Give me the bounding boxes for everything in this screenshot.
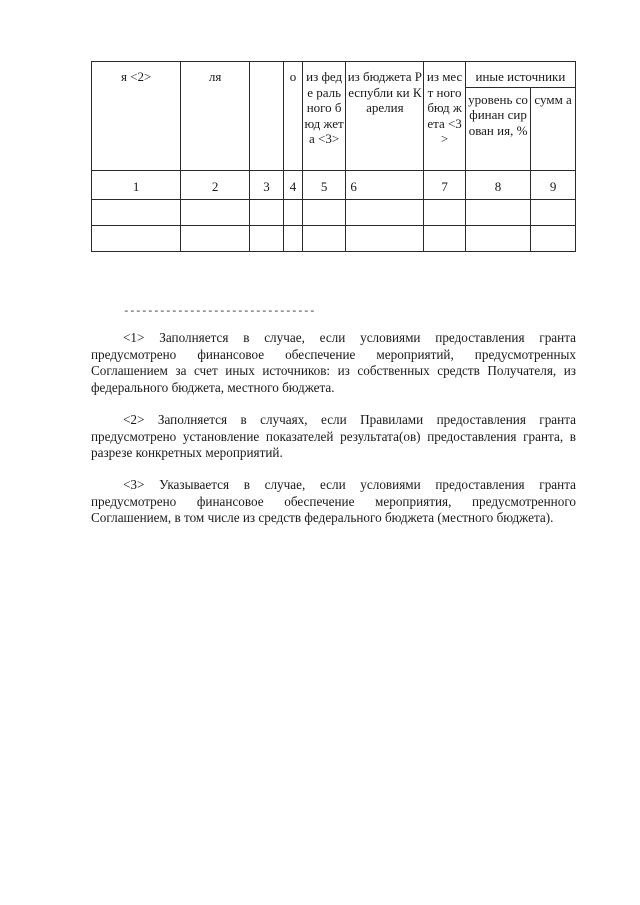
column-number: 8 <box>465 170 530 199</box>
footnote-2: <2> Заполняется в случаях, если Правилами предоставления гранта предусмотрено установление показателей результата(ов) предоставления гранта, в разрезе конкретных мероприятий. <box>91 412 576 460</box>
footnote-3: <3> Указывается в случае, если условиями предоставления гранта предусмотрено финансовое обеспечение мероприятия, предусмотренного Соглашением, в том числе из средств федерального бюджета (местного бюджета). <box>91 477 576 525</box>
footnote-separator: -------------------------------- <box>123 306 316 318</box>
funding-table <box>91 61 576 252</box>
column-number: 7 <box>424 170 466 199</box>
header-cell-2: ля <box>181 62 250 171</box>
column-number-row <box>92 170 576 199</box>
header-other-sources: иные источники <box>465 62 575 88</box>
header-cell-4: о <box>284 62 303 171</box>
empty-cell <box>531 225 576 251</box>
header-cell-3 <box>249 62 283 171</box>
empty-cell <box>465 199 530 225</box>
table-row <box>92 225 576 251</box>
empty-cell <box>346 225 424 251</box>
empty-cell <box>284 199 303 225</box>
column-number: 9 <box>531 170 576 199</box>
header-sum: сумм а <box>531 87 576 170</box>
footnote-1: <1> Заполняется в случае, если условиями предоставления гранта предусмотрено финансовое обеспечение мероприятий, предусмотренных Соглашением за счет иных источников: из собственных средств Получателя, из федерального бюджета, местного бюджета. <box>91 330 576 395</box>
empty-cell <box>424 225 466 251</box>
empty-cell <box>302 225 346 251</box>
empty-cell <box>346 199 424 225</box>
empty-cell <box>249 225 283 251</box>
column-number: 3 <box>249 170 283 199</box>
empty-cell <box>249 199 283 225</box>
column-number: 6 <box>346 170 424 199</box>
empty-cell <box>531 199 576 225</box>
column-number: 1 <box>92 170 181 199</box>
empty-cell <box>465 225 530 251</box>
header-federal-budget: из феде раль ного бюд жета <3> <box>302 62 346 171</box>
empty-cell <box>92 199 181 225</box>
column-number: 2 <box>181 170 250 199</box>
empty-cell <box>181 199 250 225</box>
header-cell-1: я <2> <box>92 62 181 171</box>
table-row <box>92 199 576 225</box>
header-karelia-budget: из бюджета Республи ки Карелия <box>346 62 424 171</box>
empty-cell <box>181 225 250 251</box>
empty-cell <box>284 225 303 251</box>
empty-cell <box>424 199 466 225</box>
header-local-budget: из мест ного бюд жета <3> <box>424 62 466 171</box>
column-number: 4 <box>284 170 303 199</box>
header-row <box>92 62 576 88</box>
header-cofinancing-level: уровень софинан сирован ия, % <box>465 87 530 170</box>
column-number: 5 <box>302 170 346 199</box>
empty-cell <box>302 199 346 225</box>
empty-cell <box>92 225 181 251</box>
